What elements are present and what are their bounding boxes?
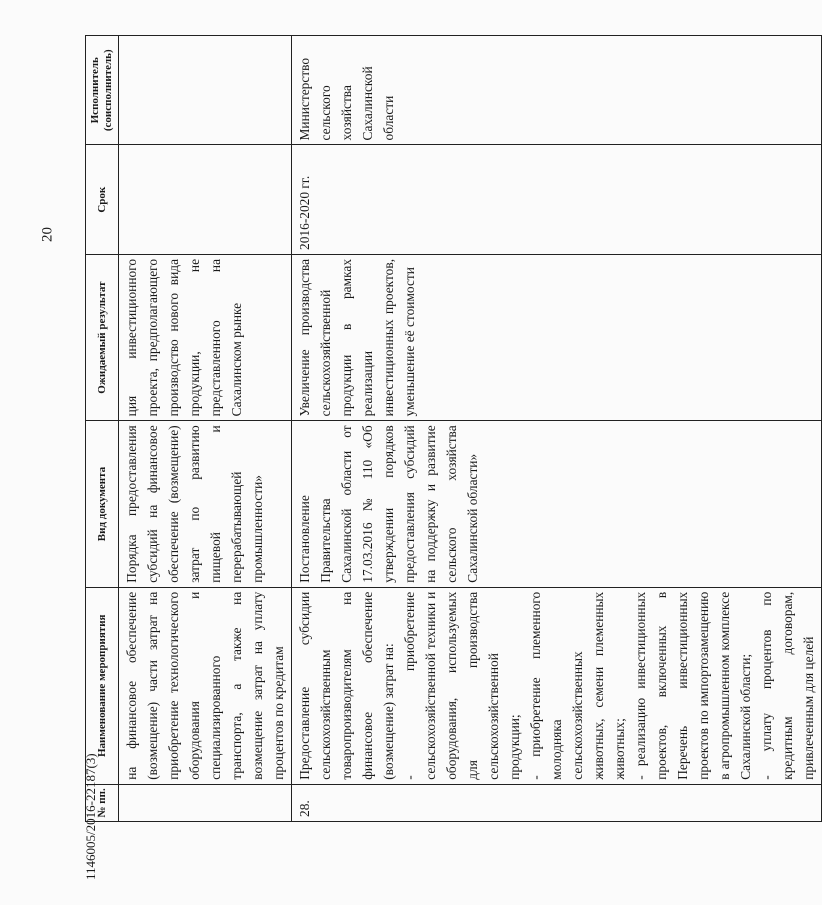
row-executor: Министерство сельского хозяйства Сахалинской области [292, 36, 822, 145]
rotated-table-area [85, 35, 816, 822]
header-name: Наименование мероприятия [86, 587, 119, 784]
measures-table [85, 35, 822, 822]
measure-intro: Предоставление субсидии сельскохозяйственным товаропроизводителям на финансовое обеспечение (возмещение) затрат на: [297, 591, 396, 780]
row-term [119, 145, 292, 254]
row-result: ция инвестиционного проекта, предполагающего производство нового вида продукции, не представленного на Сахалинском рынке [119, 254, 292, 420]
header-doc: Вид документа [86, 421, 119, 587]
row-num [119, 784, 292, 821]
header-term: Срок [86, 145, 119, 254]
row-measure-name: на финансовое обеспечение (возмещение) части затрат на приобретение технологического оборудования и специализированного транспорта, а также на возмещение затрат на уплату процентов по кредитам [119, 587, 292, 784]
table-row [119, 36, 292, 822]
row-document: Постановление Правительства Сахалинской области от 17.03.2016 № 110 «Об утверждении порядков предоставления субсидий на поддержку и развитие сельского хозяйства Сахалинской области» [292, 421, 822, 587]
row-term: 2016-2020 гг. [292, 145, 822, 254]
measure-item: - уплату процентов по кредитным договорам, привлеченным для целей [759, 591, 816, 780]
header-num: № пп. [86, 784, 119, 821]
header-result: Ожидаемый результат [86, 254, 119, 420]
document-code: 1146005/2016-22187(3) [83, 753, 98, 880]
table-row [292, 36, 822, 822]
row-num: 28. [292, 784, 822, 821]
measure-item: - реализацию инвестиционных проектов, включенных в Перечень инвестиционных проектов по импортозамещению в агропромышленном комплексе Сахалинской области; [633, 591, 753, 780]
header-executor: Исполнитель (соисполнитель) [86, 36, 119, 145]
row-result: Увеличение производства сельскохозяйственной продукции в рамках реализации инвестиционных проектов, уменьшение её стоимости [292, 254, 822, 420]
measure-item: - приобретение сельскохозяйственной техники и оборудования, используемых для производства сельскохозяйственной продукции; [402, 591, 522, 780]
row-executor [119, 36, 292, 145]
page-number: 20 [39, 227, 56, 242]
row-measure-name [292, 587, 822, 784]
row-document: Порядка предоставления субсидий на финансовое обеспечение (возмещение) затрат по развитию пищевой и перерабатывающей промышленности» [119, 421, 292, 587]
measure-item: - приобретение племенного молодняка сельскохозяйственных животных, семени племенных животных; [528, 591, 627, 780]
